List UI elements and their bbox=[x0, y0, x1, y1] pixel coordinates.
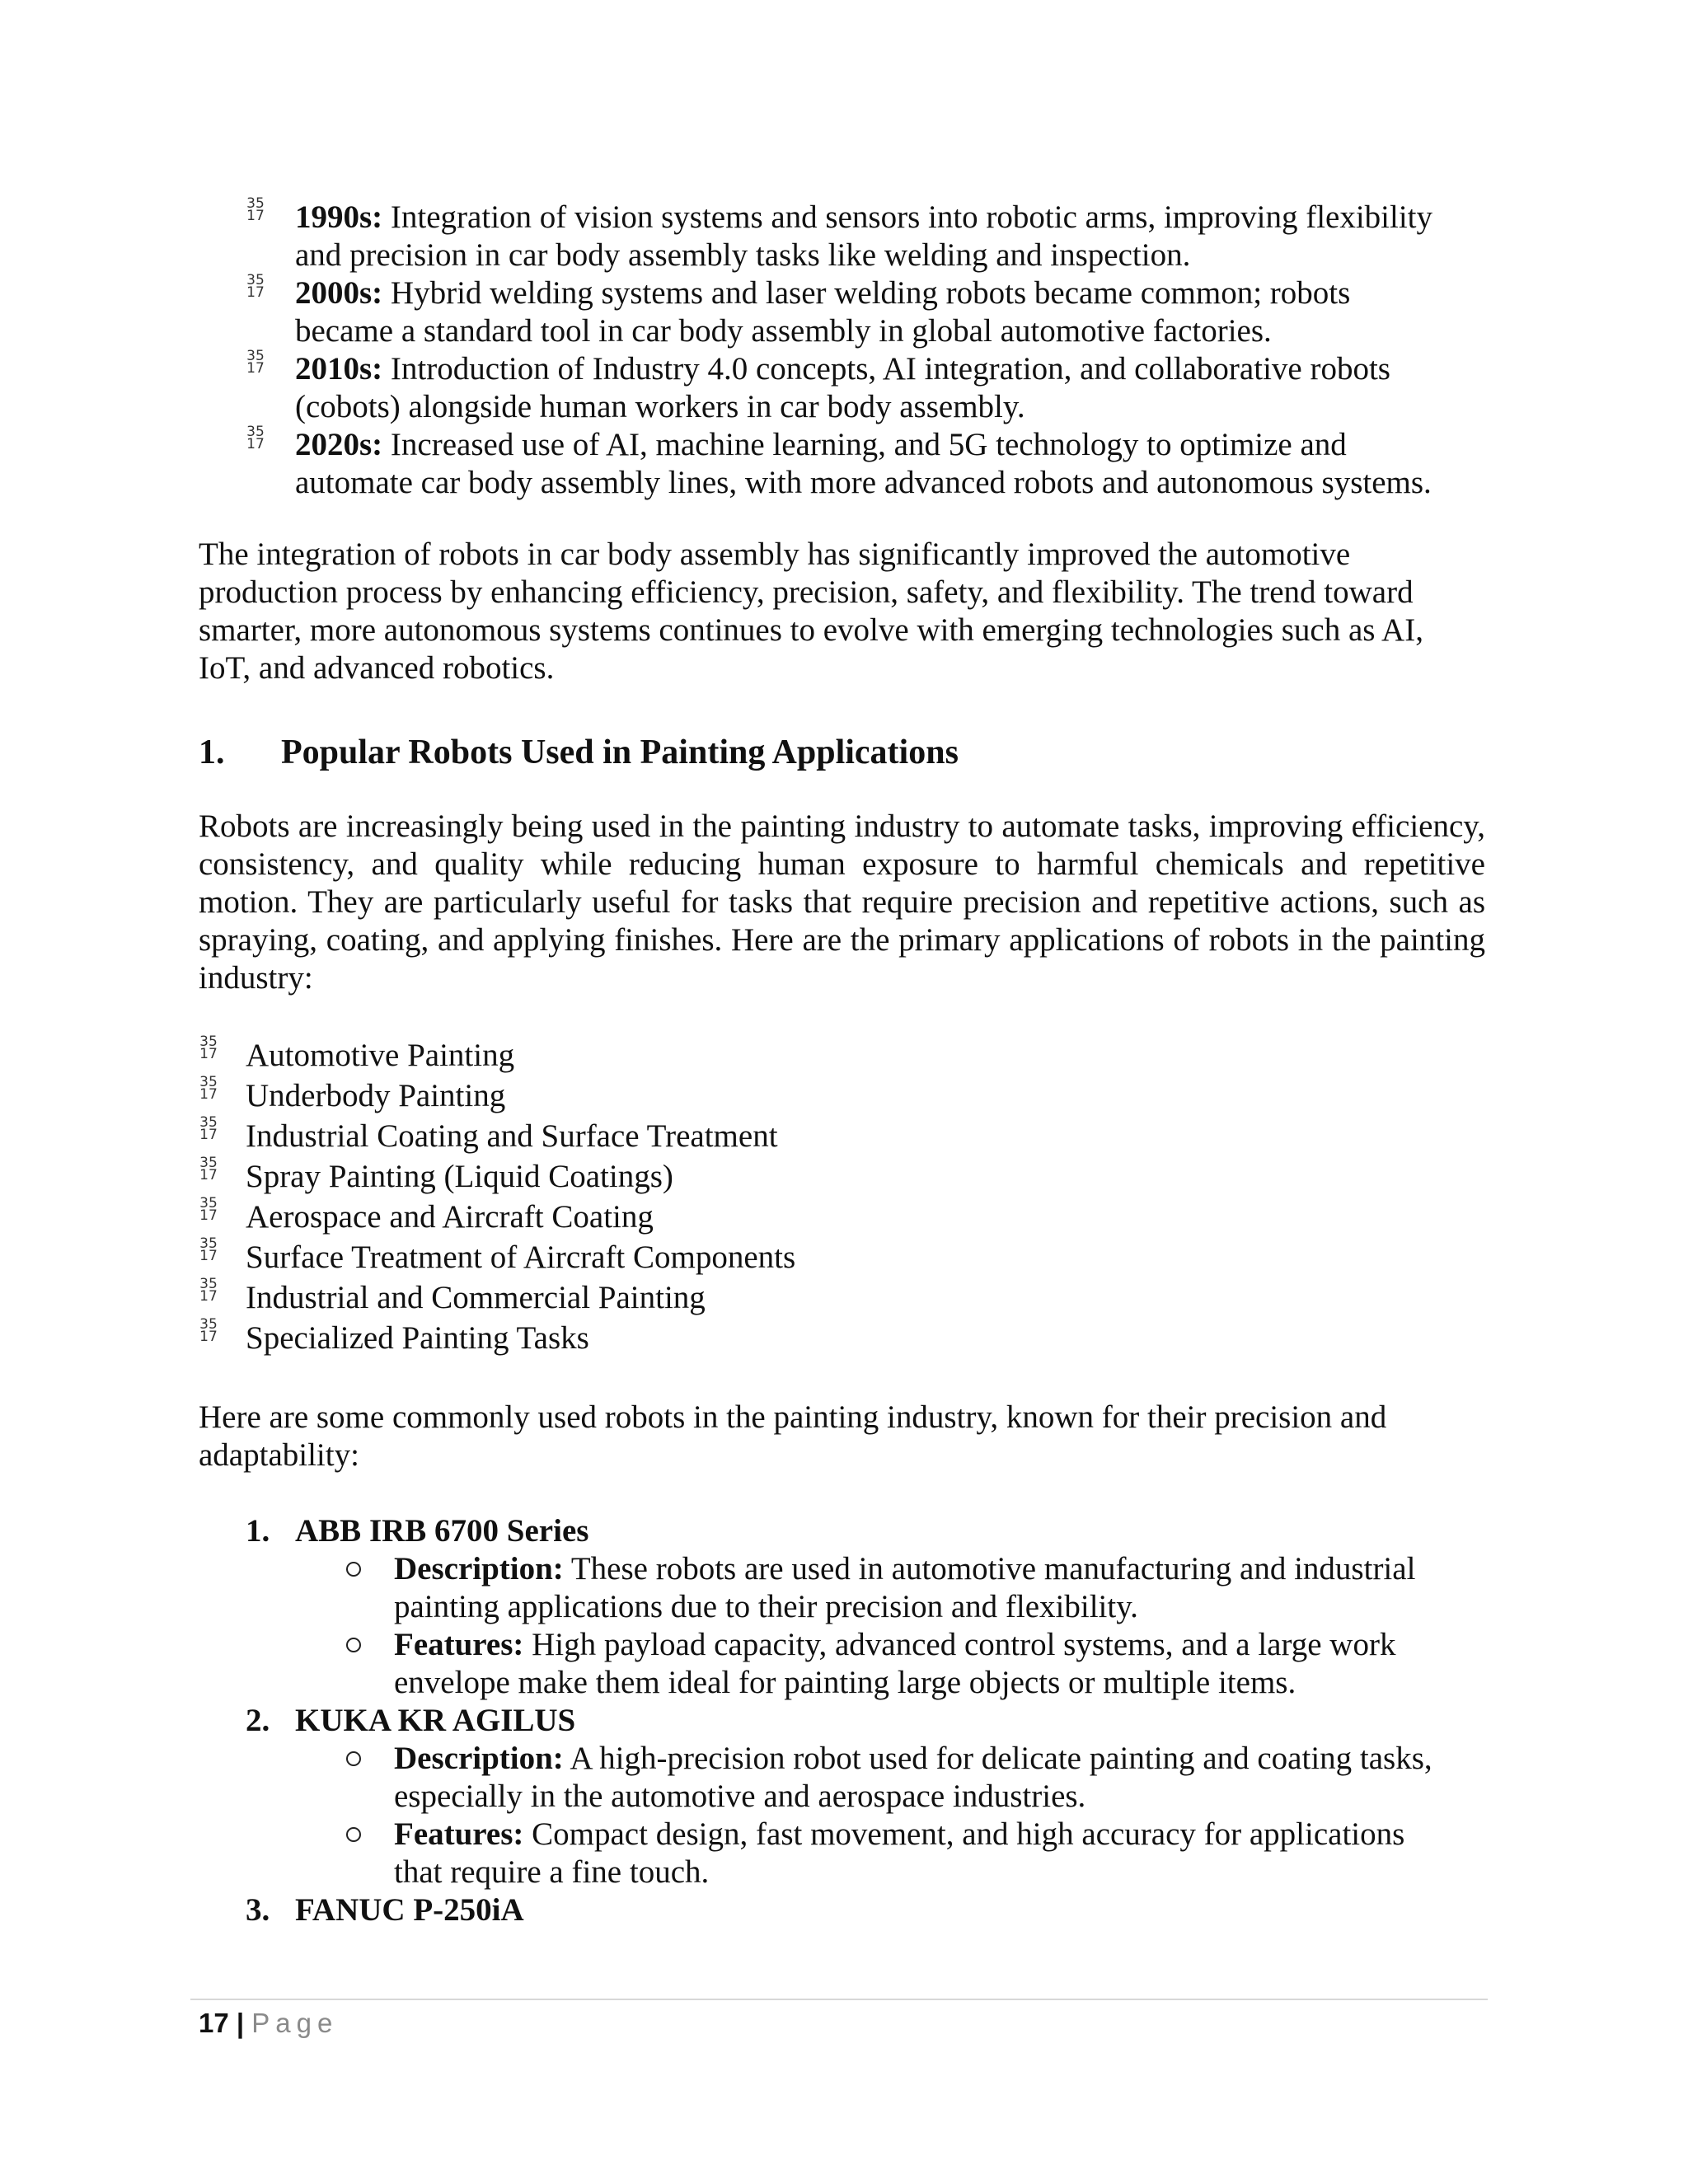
list-item: Automotive Painting bbox=[246, 1038, 515, 1073]
list-item: Aerospace and Aircraft Coating bbox=[246, 1199, 654, 1235]
detail-label: Description: bbox=[394, 1551, 564, 1586]
timeline-text-cont: became a standard tool in car body assembly in global automotive factories. bbox=[295, 313, 1272, 349]
timeline-item bbox=[295, 426, 1347, 464]
robot-detail bbox=[394, 1740, 1432, 1778]
list-item: Underbody Painting bbox=[246, 1078, 506, 1113]
detail-text-cont: especially in the automotive and aerospace industries. bbox=[394, 1779, 1086, 1814]
bullet-icon: 35 17 bbox=[246, 424, 265, 452]
circle-bullet-icon bbox=[346, 1562, 361, 1577]
bullet-icon: 35 17 bbox=[199, 1074, 218, 1103]
list-item: Surface Treatment of Aircraft Components bbox=[246, 1240, 796, 1275]
page-footer bbox=[199, 2007, 338, 2040]
detail-text-cont: painting applications due to their precision and flexibility. bbox=[394, 1589, 1138, 1624]
timeline-text-cont: and precision in car body assembly tasks like welding and inspection. bbox=[295, 237, 1191, 273]
intro-paragraph: Robots are increasingly being used in the painting industry to automate tasks, improving efficiency, consistency, and quality while reducing human exposure to harmful chemicals and repetitive motion. They are particularly useful for tasks that require precision and repetitive actions, such as spraying, coating, and applying finishes. Here are the primary applications of robots in the painting industry: bbox=[199, 808, 1485, 996]
footer-divider bbox=[190, 1999, 1488, 2000]
detail-text-cont: that require a fine touch. bbox=[394, 1854, 710, 1890]
bullet-icon: 35 17 bbox=[246, 195, 265, 224]
robot-name: ABB IRB 6700 Series bbox=[295, 1513, 589, 1549]
detail-text: Compact design, fast movement, and high accuracy for applications bbox=[532, 1816, 1405, 1852]
timeline-label: 1990s: bbox=[295, 199, 383, 235]
robot-number: 2. bbox=[246, 1703, 270, 1738]
timeline-text: Increased use of AI, machine learning, and 5G technology to optimize and bbox=[390, 427, 1347, 462]
list-item: Industrial Coating and Surface Treatment bbox=[246, 1118, 778, 1154]
robot-number: 3. bbox=[246, 1892, 270, 1928]
detail-label: Features: bbox=[394, 1816, 524, 1852]
detail-label: Description: bbox=[394, 1741, 564, 1776]
section-heading bbox=[199, 730, 959, 775]
timeline-text-cont: automate car body assembly lines, with more advanced robots and autonomous systems. bbox=[295, 465, 1432, 500]
robots-intro-paragraph: Here are some commonly used robots in the painting industry, known for their precision and adaptability: bbox=[199, 1399, 1387, 1473]
robot-detail bbox=[394, 1626, 1395, 1664]
detail-text-cont: envelope make them ideal for painting large objects or multiple items. bbox=[394, 1665, 1296, 1700]
robot-detail bbox=[394, 1816, 1404, 1854]
timeline-item bbox=[295, 274, 1350, 312]
bullet-icon: 35 17 bbox=[199, 1235, 218, 1264]
timeline-text: Integration of vision systems and sensors into robotic arms, improving flexibility bbox=[390, 199, 1433, 235]
bullet-icon: 35 17 bbox=[199, 1155, 218, 1183]
section-number: 1. bbox=[199, 733, 225, 771]
timeline-label: 2020s: bbox=[295, 427, 383, 462]
circle-bullet-icon bbox=[346, 1751, 361, 1766]
page-number: 17 bbox=[199, 2008, 229, 2038]
list-item: Industrial and Commercial Painting bbox=[246, 1280, 706, 1315]
bullet-icon: 35 17 bbox=[199, 1195, 218, 1224]
robot-name: FANUC P-250iA bbox=[295, 1892, 524, 1928]
timeline-item bbox=[295, 199, 1432, 237]
timeline-label: 2000s: bbox=[295, 275, 383, 311]
robot-number: 1. bbox=[246, 1513, 270, 1549]
detail-text: High payload capacity, advanced control systems, and a large work bbox=[532, 1627, 1396, 1662]
section-title: Popular Robots Used in Painting Applications bbox=[281, 733, 959, 771]
page-label: Page bbox=[251, 2008, 339, 2038]
robot-name: KUKA KR AGILUS bbox=[295, 1703, 576, 1738]
list-item: Specialized Painting Tasks bbox=[246, 1320, 589, 1356]
bullet-icon: 35 17 bbox=[199, 1316, 218, 1345]
timeline-text: Hybrid welding systems and laser welding robots became common; robots bbox=[390, 275, 1351, 311]
summary-paragraph: The integration of robots in car body assembly has significantly improved the automotive production process by enhancing efficiency, precision, safety, and flexibility. The trend toward smarter, more autonomous systems continues to evolve with emerging technologies such as AI, IoT, and advanced robotics. bbox=[199, 537, 1423, 686]
timeline-item bbox=[295, 350, 1390, 388]
detail-text: These robots are used in automotive manufacturing and industrial bbox=[570, 1551, 1416, 1586]
detail-text: A high-precision robot used for delicate painting and coating tasks, bbox=[570, 1741, 1432, 1776]
bullet-icon: 35 17 bbox=[246, 348, 265, 377]
timeline-text: Introduction of Industry 4.0 concepts, AI integration, and collaborative robots bbox=[390, 351, 1390, 387]
bullet-icon: 35 17 bbox=[199, 1033, 218, 1062]
list-item: Spray Painting (Liquid Coatings) bbox=[246, 1159, 673, 1194]
timeline-label: 2010s: bbox=[295, 351, 383, 387]
detail-label: Features: bbox=[394, 1627, 524, 1662]
bullet-icon: 35 17 bbox=[199, 1276, 218, 1305]
circle-bullet-icon bbox=[346, 1638, 361, 1652]
bullet-icon: 35 17 bbox=[246, 272, 265, 301]
timeline-text-cont: (cobots) alongside human workers in car body assembly. bbox=[295, 389, 1025, 424]
bullet-icon: 35 17 bbox=[199, 1114, 218, 1143]
footer-separator: | bbox=[236, 2008, 245, 2038]
robot-detail bbox=[394, 1550, 1415, 1588]
circle-bullet-icon bbox=[346, 1827, 361, 1842]
